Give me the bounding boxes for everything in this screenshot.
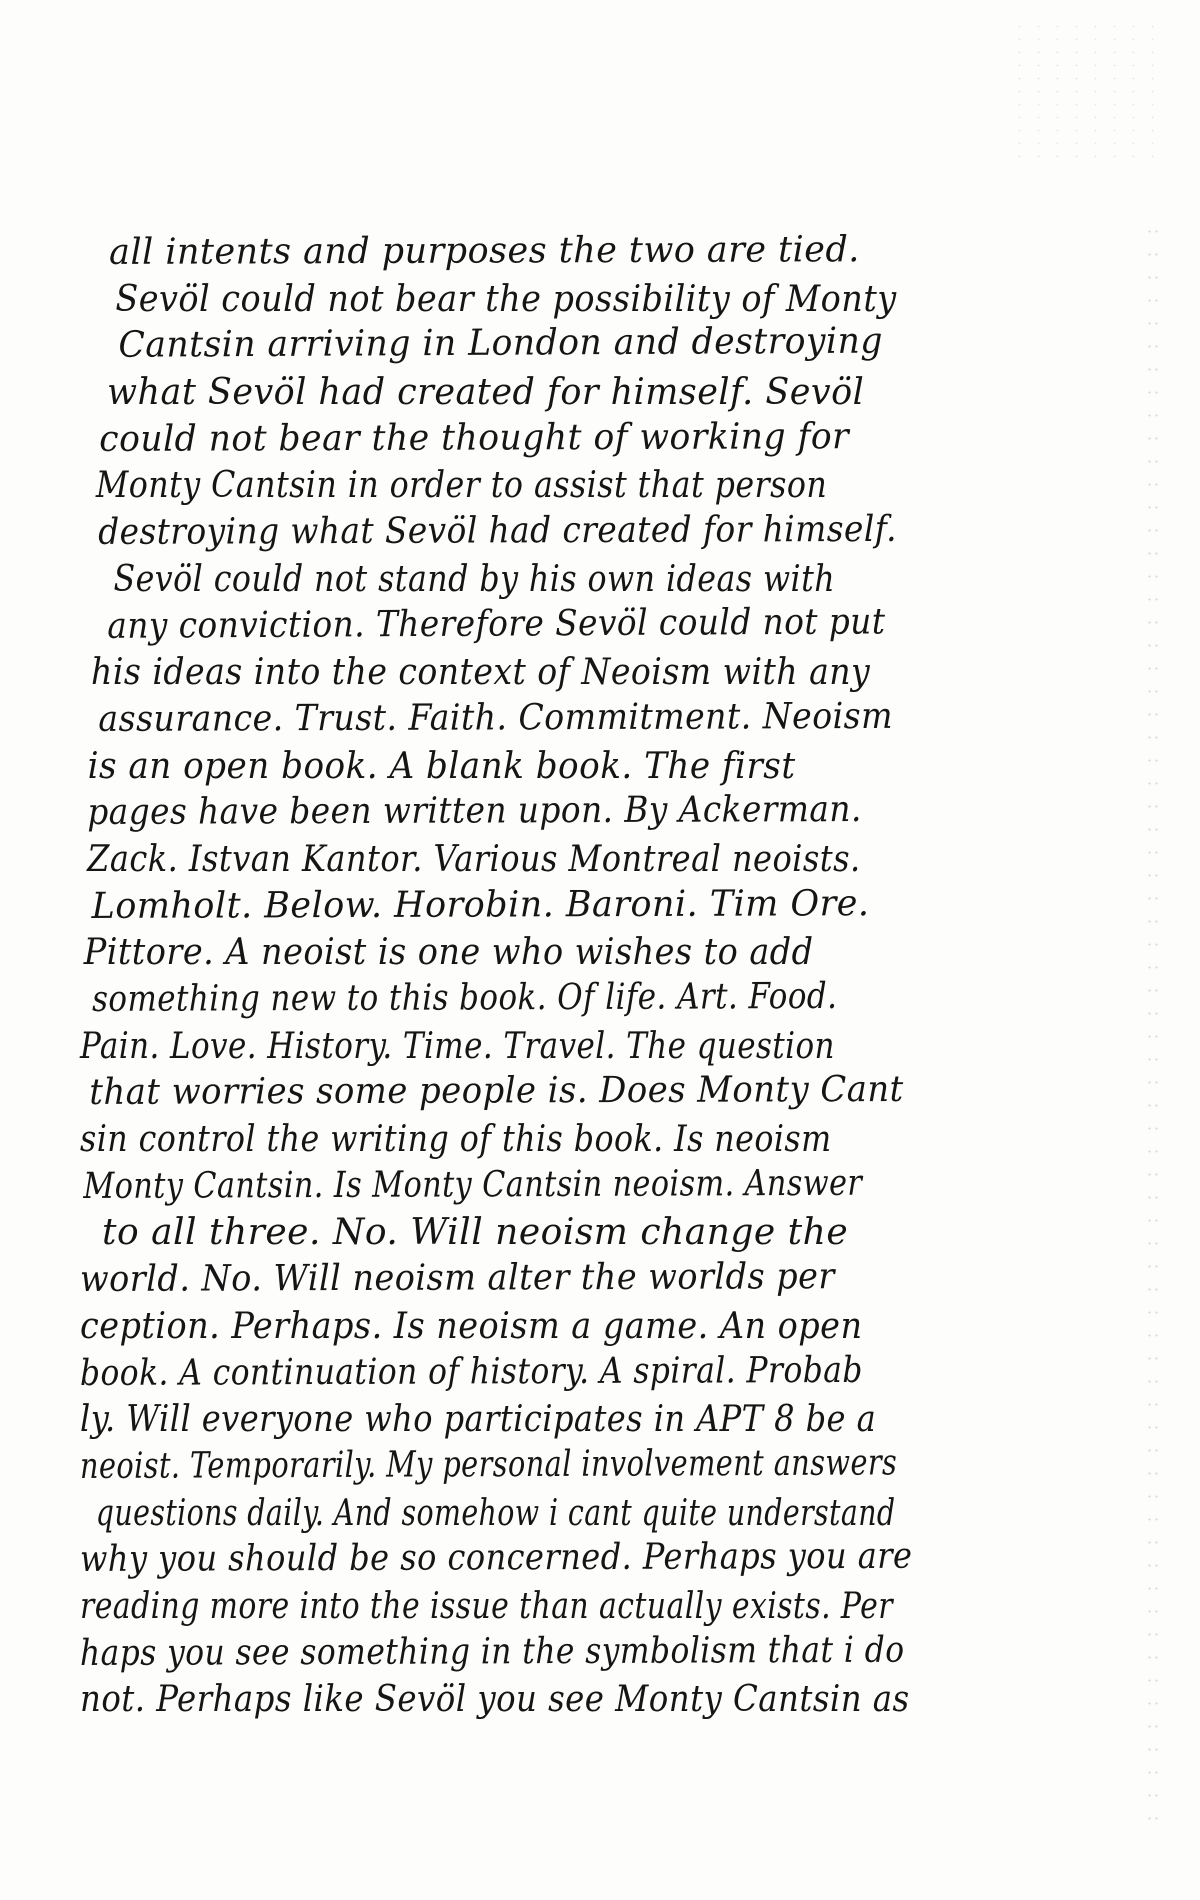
text-line: questions daily. And somehow i cant quite understand xyxy=(95,1492,896,1534)
text-line: Sevöl could not bear the possibility of Monty xyxy=(115,278,897,320)
text-line: ception. Perhaps. Is neoism a game. An open xyxy=(80,1305,863,1347)
text-line: ly. Will everyone who participates in APT 8 be a xyxy=(80,1399,877,1441)
text-line: not. Perhaps like Sevöl you see Monty Cantsin as xyxy=(80,1679,910,1721)
text-line: book. A continuation of history. A spiral. Probab xyxy=(79,1349,863,1394)
text-line: something new to this book. Of life. Art. Food. xyxy=(91,975,838,1020)
text-line: could not bear the thought of working for xyxy=(99,415,850,460)
text-line: Monty Cantsin in order to assist that person xyxy=(95,465,828,507)
text-line: sin control the writing of this book. Is neoism xyxy=(80,1119,832,1161)
handwritten-text-block xyxy=(80,230,1090,1724)
text-line: Cantsin arriving in London and destroying xyxy=(118,320,883,367)
text-line: pages have been written upon. By Ackerman. xyxy=(87,789,862,834)
photocopy-speckle xyxy=(1010,20,1170,160)
text-line: world. No. Will neoism alter the worlds per xyxy=(79,1256,835,1301)
text-line: Zack. Istvan Kantor. Various Montreal neoists. xyxy=(87,838,861,880)
text-line: neoist. Temporarily. My personal involvement answers xyxy=(79,1442,898,1487)
text-line: destroying what Sevöl had created for himself. xyxy=(98,508,898,554)
text-line: Sevöl could not stand by his own ideas with xyxy=(113,558,836,600)
text-line: what Sevöl had created for himself. Sevöl xyxy=(107,372,865,414)
text-line: assurance. Trust. Faith. Commitment. Neoism xyxy=(98,695,894,740)
text-line: Monty Cantsin. Is Monty Cantsin neoism. Answer xyxy=(83,1162,863,1207)
text-line: to all three. No. Will neoism change the xyxy=(102,1212,849,1254)
text-line: why you should be so concerned. Perhaps you are xyxy=(79,1535,913,1581)
text-line: haps you see something in the symbolism that i do xyxy=(79,1629,905,1674)
text-line: Pittore. A neoist is one who wishes to add xyxy=(83,932,814,974)
text-line: Lomholt. Below. Horobin. Baroni. Tim Ore. xyxy=(91,882,870,927)
text-line: any conviction. Therefore Sevöl could not put xyxy=(107,600,886,647)
text-line: Pain. Love. History. Time. Travel. The question xyxy=(80,1025,835,1067)
page-edge-shadow xyxy=(1146,220,1160,1820)
text-line: that worries some people is. Does Monty Cant xyxy=(89,1069,904,1114)
text-line: is an open book. A blank book. The first xyxy=(87,745,796,787)
text-line: all intents and purposes the two are tied. xyxy=(109,229,860,273)
text-line: reading more into the issue than actually exists. Per xyxy=(80,1585,893,1627)
text-line: his ideas into the context of Neoism with any xyxy=(91,652,871,694)
